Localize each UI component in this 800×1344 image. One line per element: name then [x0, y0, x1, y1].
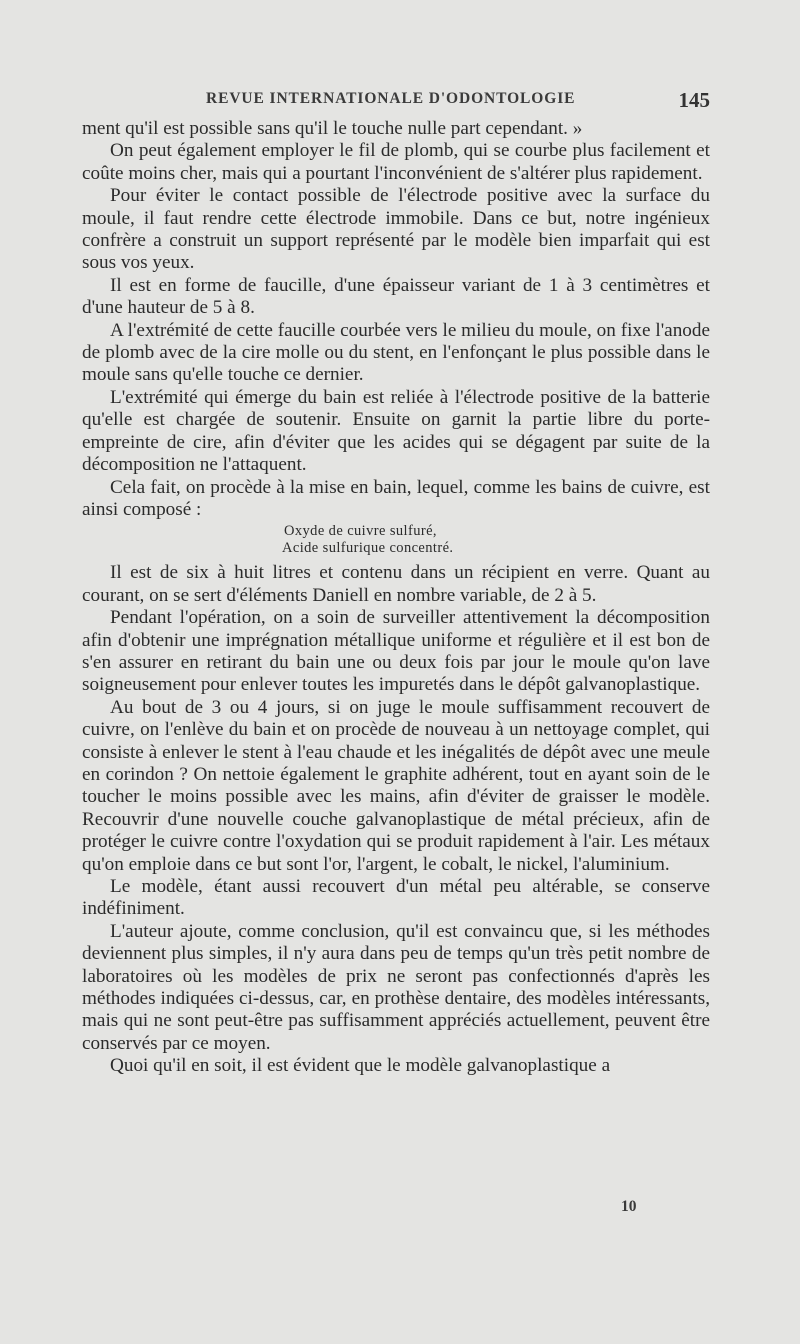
paragraph: Il est de six à huit litres et contenu dans un récipient en verre. Quant au courant, on se sert d'éléments Daniell en nombre variable, de 2 à 5. [82, 562, 710, 606]
paragraph: L'auteur ajoute, comme conclusion, qu'il est convaincu que, si les méthodes deviennent plus simples, il n'y aura dans peu de temps qu'un très petit nombre de laboratoires où les modèles de prix ne seront pas confectionnés d'après les méthodes indiquées ci-dessus, car, en prothèse dentaire, des modèles intéressants, mais qui ne sont peut-être pas suffisamment appréciés actuellement, peuvent être conservés par ce moyen. [82, 920, 710, 1054]
paragraph: A l'extrémité de cette faucille courbée vers le milieu du moule, on fixe l'anode de plomb avec de la cire molle ou du stent, en l'enfonçant le plus possible dans le moule sans qu'elle touche ce dernier. [82, 319, 710, 386]
composition-item: Oxyde de cuivre sulfuré, [284, 523, 437, 540]
paragraph: Au bout de 3 ou 4 jours, si on juge le moule suffisamment recouvert de cuivre, on l'enlève du bain et on procède de nouveau à un nettoyage complet, qui consiste à enlever le stent à l'eau chaude et les inégalités de dépôt avec une meule en corindon ? On nettoie également le graphite adhérent, tout en ayant soin de le toucher le moins possible avec les mains, afin d'éviter de graisser le modèle. Recouvrir d'une nouvelle couche galvanoplastique de métal précieux, afin de protéger le cuivre contre l'oxydation qui se produit rapidement à l'air. Les métaux qu'on emploie dans ce but sont l'or, l'argent, le cobalt, le nickel, l'aluminium. [82, 696, 710, 875]
bath-composition [82, 523, 710, 556]
paragraph: Pour éviter le contact possible de l'électrode positive avec la surface du moule, il faut rendre cette électrode immobile. Dans ce but, notre ingénieux confrère a construit un support représenté par le modèle bien imparfait qui est sous vos yeux. [82, 185, 710, 274]
paragraph: Cela fait, on procède à la mise en bain, lequel, comme les bains de cuivre, est ainsi composé : [82, 476, 710, 520]
body-text [82, 118, 710, 1078]
paragraph: L'extrémité qui émerge du bain est reliée à l'électrode positive de la batterie qu'elle est chargée de soutenir. Ensuite on garnit la partie libre du porte-empreinte de cire, afin d'éviter que les acides qui se dégagent par suite de la décomposition ne l'attaquent. [82, 386, 710, 476]
paragraph: On peut également employer le fil de plomb, qui se courbe plus facilement et coûte moins cher, mais qui a pourtant l'inconvénient de s'altérer plus rapidement. [82, 140, 710, 184]
paragraph: Pendant l'opération, on a soin de surveiller attentivement la décomposition afin d'obtenir une imprégnation métallique uniforme et régulière et il est bon de s'en assurer en retirant du bain une ou deux fois par jour le moule qu'on lave soigneusement pour enlever toutes les impuretés dans le dépôt galvanoplastique. [82, 607, 710, 696]
signature-mark: 10 [621, 1198, 637, 1215]
paragraph: ment qu'il est possible sans qu'il le touche nulle part cependant. » [82, 118, 583, 139]
paragraph: Quoi qu'il en soit, il est évident que le modèle galvanoplastique a [110, 1055, 611, 1077]
page-header [82, 88, 710, 114]
paragraph: Il est en forme de faucille, d'une épaisseur variant de 1 à 3 centimètres et d'une hauteur de 5 à 8. [82, 274, 710, 319]
running-title: REVUE INTERNATIONALE D'ODONTOLOGIE [206, 90, 576, 107]
page-number: 145 [678, 88, 710, 112]
composition-item: Acide sulfurique concentré. [282, 539, 454, 556]
paragraph: Le modèle, étant aussi recouvert d'un métal peu altérable, se conserve indéfiniment. [82, 876, 710, 920]
